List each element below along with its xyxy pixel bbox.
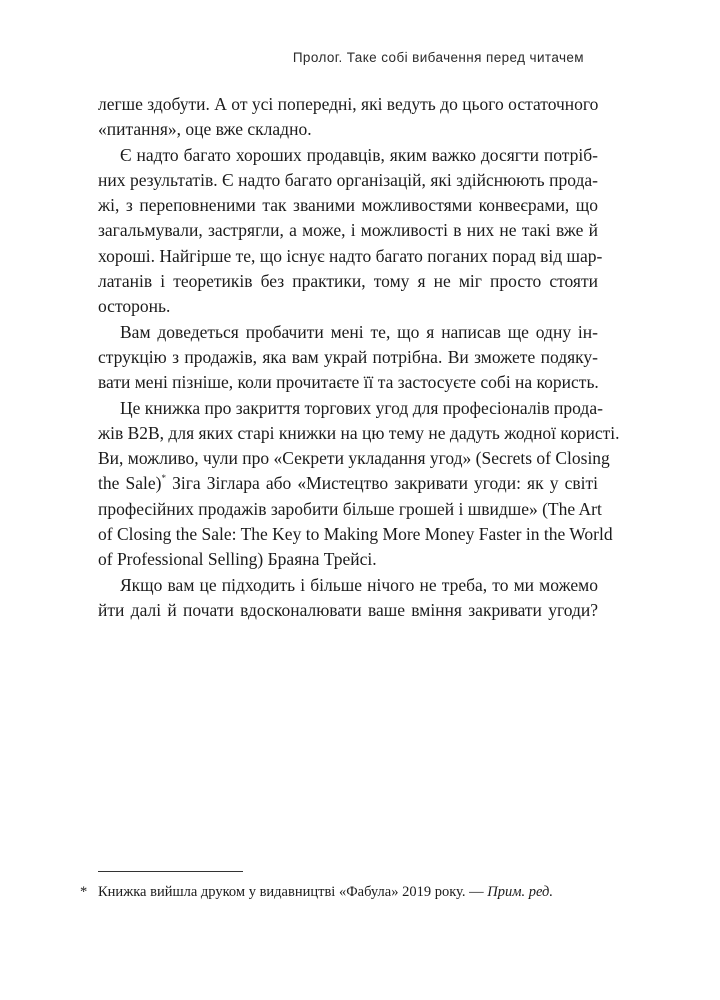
text-line: професійних продажів заробити більше грошей і швидше» (The Art [98,498,602,519]
text-line: of Closing the Sale: The Key to Making More Money Faster in the World [98,524,613,545]
text-line: загальмували, застрягли, а може, і можливості в них не такі вже й [98,220,598,241]
text-line [98,471,598,496]
text-line: Це книжка про закриття торгових угод для професіоналів прода- [120,397,603,418]
text-line: хороші. Найгірше те, що існує надто багато поганих порад від шар- [98,245,603,266]
text-line: вати мені пізніше, коли прочитаєте її та застосуєте собі на користь. [98,372,599,393]
text-line: струкцію з продажів, яка вам украй потрібна. Ви зможете подяку- [98,346,598,367]
text-line: легше здобути. А от усі попередні, які ведуть до цього остаточного [98,94,599,114]
text-line: йти далі й почати вдосконалювати ваше вміння закривати угоди? [98,599,598,620]
text-line-part: Зіга Зіглара або «Мистецтво закривати угоди: як у світі [172,473,598,494]
footnote-mark: * [80,884,88,900]
text-line: «питання», оце вже складно. [98,119,312,140]
text-line: of Professional Selling) Браяна Трейсі. [98,549,377,570]
body-text [98,92,620,623]
footnote-divider [98,871,243,872]
text-line: латанів і теоретиків без практики, тому я не міг просто стояти [98,271,598,292]
footnote-editor-note: Прим. ред. [487,884,553,900]
running-header: Пролог. Таке собі вибачення перед читачем [292,50,584,65]
text-line: Вам доведеться пробачити мені те, що я написав ще одну ін- [120,321,598,342]
text-line: них результатів. Є надто багато організацій, які здійснюють прода- [98,169,598,190]
text-line: осторонь. [98,296,171,317]
text-line: Якщо вам це підходить і більше нічого не треба, то ми можемо [120,574,598,595]
footnote-marker: * [161,472,166,483]
text-line-part: the Sale) [98,473,162,494]
text-line: Є надто багато хороших продавців, яким важко досягти потріб- [120,144,598,165]
text-line: жі, з переповненими так званими можливостями конвеєрами, що [98,195,598,216]
footnote-text: Книжка вийшла друком у видавництві «Фабула» 2019 року. — [98,884,484,900]
text-line: жів B2B, для яких старі книжки на цю тему не дадуть жодної користі. [98,422,620,443]
text-line: Ви, можливо, чули про «Секрети укладання угод» (Secrets of Closing [98,448,610,469]
footnote [80,882,553,902]
